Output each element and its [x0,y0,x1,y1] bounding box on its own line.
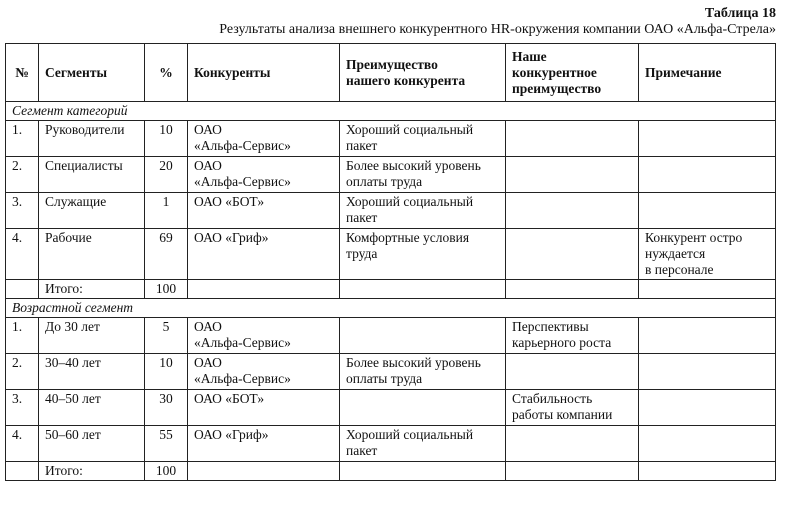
row-competitor: ОАО «Альфа-Сервис» [188,318,340,354]
row-num: 1. [6,318,39,354]
row-competitor-advantage [340,462,506,481]
row-note [639,318,776,354]
row-competitor [188,280,340,299]
row-our-advantage [506,121,639,157]
total-label: Итого: [39,280,145,299]
row-num: 4. [6,229,39,280]
row-percent: 30 [145,390,188,426]
row-our-advantage: Стабильность работы компании [506,390,639,426]
table-caption: Результаты анализа внешнего конкурентного HR-окружения компании ОАО «Альфа-Стрела» [219,22,776,37]
total-value: 100 [145,462,188,481]
row-competitor-advantage: Хороший социальный пакет [340,193,506,229]
row-percent: 5 [145,318,188,354]
total-row [6,462,776,481]
row-segment: Рабочие [39,229,145,280]
row-percent: 55 [145,426,188,462]
row-segment: 50–60 лет [39,426,145,462]
row-percent: 20 [145,157,188,193]
total-value: 100 [145,280,188,299]
table-row [6,193,776,229]
row-num: 2. [6,157,39,193]
row-note: Конкурент остро нуждается в персонале [639,229,776,280]
table-row [6,121,776,157]
row-competitor-advantage [340,318,506,354]
hr-analysis-table [5,43,776,481]
row-segment: 30–40 лет [39,354,145,390]
row-segment: До 30 лет [39,318,145,354]
section-header-row [6,299,776,318]
row-competitor-advantage: Хороший социальный пакет [340,121,506,157]
header-our-advantage: Наше конкурентное преимущество [506,44,639,102]
row-competitor-advantage: Хороший социальный пакет [340,426,506,462]
row-note [639,193,776,229]
row-competitor: ОАО «Альфа-Сервис» [188,157,340,193]
row-our-advantage [506,354,639,390]
row-percent: 10 [145,354,188,390]
row-segment: Руководители [39,121,145,157]
row-percent: 69 [145,229,188,280]
row-competitor-advantage [340,390,506,426]
header-segment: Сегменты [39,44,145,102]
header-percent: % [145,44,188,102]
row-num: 4. [6,426,39,462]
total-label: Итого: [39,462,145,481]
table-row [6,426,776,462]
row-our-advantage: Перспективы карьерного роста [506,318,639,354]
row-num: 1. [6,121,39,157]
section-header-row [6,102,776,121]
row-segment: Специалисты [39,157,145,193]
row-competitor-advantage: Более высокий уровень оплаты труда [340,354,506,390]
row-percent: 1 [145,193,188,229]
row-note [639,121,776,157]
row-num: 2. [6,354,39,390]
row-competitor-advantage: Более высокий уровень оплаты труда [340,157,506,193]
row-competitor-advantage: Комфортные условия труда [340,229,506,280]
header-competitor-advantage: Преимущество нашего конкурента [340,44,506,102]
row-our-advantage [506,426,639,462]
table-label: Таблица 18 [704,6,776,21]
row-segment: 40–50 лет [39,390,145,426]
header-num: № [6,44,39,102]
row-num [6,462,39,481]
row-our-advantage [506,462,639,481]
row-num: 3. [6,390,39,426]
row-competitor: ОАО «БОТ» [188,193,340,229]
table-row [6,354,776,390]
row-competitor: ОАО «Альфа-Сервис» [188,354,340,390]
table-row [6,390,776,426]
row-num: 3. [6,193,39,229]
total-row [6,280,776,299]
table-body [6,102,776,481]
row-segment: Служащие [39,193,145,229]
row-competitor [188,462,340,481]
row-competitor: ОАО «БОТ» [188,390,340,426]
row-note [639,354,776,390]
row-note [639,390,776,426]
row-competitor: ОАО «Гриф» [188,426,340,462]
header-row [6,44,776,102]
row-note [639,280,776,299]
table-row [6,157,776,193]
row-percent: 10 [145,121,188,157]
row-our-advantage [506,193,639,229]
row-our-advantage [506,280,639,299]
row-note [639,426,776,462]
row-note [639,462,776,481]
header-note: Примечание [639,44,776,102]
table-row [6,229,776,280]
section-title: Сегмент категорий [6,102,776,121]
row-our-advantage [506,157,639,193]
section-title: Возрастной сегмент [6,299,776,318]
row-num [6,280,39,299]
header-competitors: Конкуренты [188,44,340,102]
row-competitor: ОАО «Гриф» [188,229,340,280]
row-note [639,157,776,193]
row-competitor-advantage [340,280,506,299]
row-our-advantage [506,229,639,280]
table-row [6,318,776,354]
row-competitor: ОАО «Альфа-Сервис» [188,121,340,157]
